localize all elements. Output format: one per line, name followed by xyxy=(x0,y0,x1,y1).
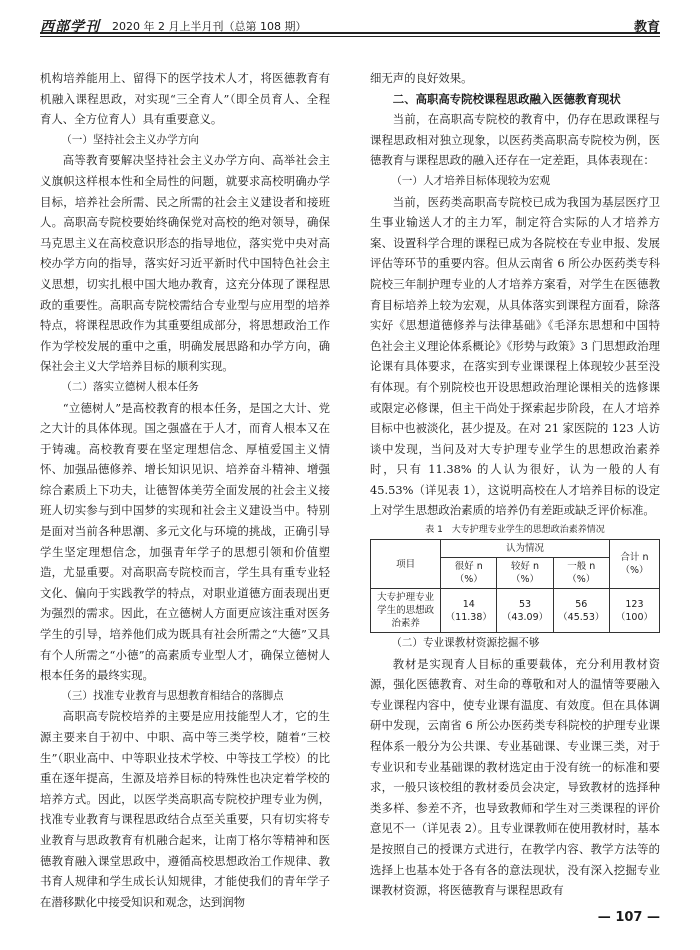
table-header-total: 合计 n（%） xyxy=(609,540,659,589)
section-label: 教育 xyxy=(633,20,660,35)
table-cell: 53（43.09） xyxy=(497,589,553,633)
table-header-group: 认为情况 xyxy=(441,540,610,558)
data-table xyxy=(370,539,660,633)
paragraph: 机构培养能用上、留得下的医学技术人才，将医德教育有机融入课程思政，对实现“三全育人”（即全员育人、全程育人、全方位育人）具有重要意义。 xyxy=(40,71,330,127)
table-subheader: 一般 n（%） xyxy=(553,558,609,589)
paragraph: 细无声的良好效果。 xyxy=(370,71,473,85)
page-number: — 107 — xyxy=(597,910,660,925)
header-rule-thick xyxy=(40,32,660,34)
table-subheader: 很好 n（%） xyxy=(441,558,497,589)
paragraph: 高等教育要解决坚持社会主义办学方向、高举社会主义旗帜这样根本性和全局性的问题，就要求高校明确办学目标，培养社会所需、民之所需的社会主义建设者和接班人。高职高专院校要始终确保党对高校的绝对领导，确保马克思主义在高校意识形态的指导地位，落实党中央对高校办学方向的指导，落实好习近平新时代中国特色社会主义思想，切实扎根中国大地办教育，这充分体现了课程思政的重要性。高职高专院校需结合专业型与应用型的培养特点，将课程思政作为其重要组成部分，将思想政治工作作为学校发展的重中之重，明确发展思路和办学方向，确保社会主义大学培养目标的顺利实现。 xyxy=(40,153,330,374)
journal-logo: 西部学刊 xyxy=(40,19,100,35)
paragraph: 当前，在高职高专院校的教育中，仍存在思政课程与课程思政相对独立现象，以医药类高职高专院校为例，医德教育与课程思政的融入还存在一定差距，具体表现在： xyxy=(370,112,660,168)
paragraph: “立德树人”是高校教育的根本任务，是国之大计、党之大计的具体体现。国之强盛在于人才，而育人根本又在于铸魂。高校教育要在坚定理想信念、厚植爱国主义情怀、加强品德修养、增长知识见识、培养奋斗精神、增强综合素质上下功夫，让德智体美劳全面发展的社会主义接班人切实参与到中国梦的实现和社会主义建设当中。特别是面对当前各种思潮、多元文化与环境的挑战，正确引导学生坚定理想信念，加强青年学子的思想引领和价值塑造，尤显重要。对高职高专院校而言，学生具有重专业轻文化、偏向于实践教学的特点，对职业道德方面表现出更为强烈的需求。因此，在立德树人方面更应该注重对医务学生的引导，培养他们成为既具有社会所需之“大德”又具有个人所需之“小德”的高素质专业型人才，确保立德树人根本任务的最终实现。 xyxy=(40,400,330,683)
paragraph: 当前，医药类高职高专院校已成为我国为基层医疗卫生事业输送人才的主力军，制定符合实际的人才培养方案、设置科学合理的课程已成为各院校在专业申报、发展评估等环节的重要内容。但从云南省 6 所公办医药类专科院校三年制护理专业的人才培养方案看，对学生在医德教育目标培养上较为宏观，从具体落实到课程方面看，除落实好《思想道德修养与法律基础》《毛泽东思想和中国特色社会主义理论体系概论》《形势与政策》3 门思想政治理论课有具体要求，在落实到专业课课程上体现较少甚至没有体现。有个别院校也开设思想政治理论课相关的选修课或限定必修课，但主干尚处于探索起步阶段，在人才培养目标中也被淡化，甚少提及。在对 21 家医院的 123 人访谈中发现，当问及对大专护理专业学生的思想政治素养时，只有 11.38% 的人认为很好，认为一般的人有 45.53%（详见表 1），这说明高校在人才培养目标的设定上对学生思想政治素质的培养仍有差距或缺乏评价标准。 xyxy=(370,194,660,518)
subheading: （一）人才培养目标体现较为宏观 xyxy=(391,174,551,187)
table-cell: 56（45.53） xyxy=(553,589,609,633)
paragraph: 高职高专院校培养的主要是应用技能型人才，它的生源主要来自于初中、中职、高中等三类学校，随着“三校生”（职业高中、中等职业技术学校、中等技工学校）的比重在逐年提高，生源及培养目标的特殊性也决定着学校的培养方式。因此，以医学类高职高专院校护理专业为例，找准专业教育与课程思政结合点至关重要，只有切实将专业教育与思政教育有机融合起来，让南丁格尔等精神和医德教育融入课堂思政中，遵循高校思想政治工作规律、教书育人规律和学生成长认知规律，才能使我们的青年学子在潜移默化中接受知识和观念，达到润物 xyxy=(40,709,330,909)
table-caption: 表 1 大专护理专业学生的思想政治素养情况 xyxy=(425,525,605,536)
paragraph: 教材是实现育人目标的重要载体，充分利用教材资源，强化医德教育、对生命的尊敬和对人的温情等要融入专业课程内容中，使专业课有温度、有效度。但在具体调研中发现，云南省 6 所公办医药类专科院校的护理专业课程体系一般分为公共课、专业基础课、专业课三类，对于专业识和专业基础课的教材选定由于没有统一的标准和要求，一般只该校组的教材委员会决定，导致教材的选择种类多样、参差不齐，也导致教师和学生对三类课程的评价意见不一（详见表 2）。且专业课教师在使用教材时，基本是按照自己的授课方式进行，在教学内容、教学方法等的选择上也基本处于各有各的意法现状，没有深入挖掘专业课教材资源，将医德教育与课程思政有 xyxy=(370,656,660,898)
subheading: （三）找准专业教育与思想教育相结合的落脚点 xyxy=(61,689,284,702)
right-column xyxy=(370,68,660,901)
subheading: （一）坚持社会主义办学方向 xyxy=(61,133,199,146)
table-row xyxy=(371,589,660,633)
subheading: （二）落实立德树人根本任务 xyxy=(61,380,199,393)
issue-info: 2020 年 2 月上半月刊（总第 108 期） xyxy=(112,20,307,33)
section-heading: 二、高职高专院校课程思政融入医德教育现状 xyxy=(392,91,621,106)
subheading: （二）专业课教材资源挖掘不够 xyxy=(391,637,540,650)
header-rule-thin xyxy=(40,36,660,37)
table-subheader: 较好 n（%） xyxy=(497,558,553,589)
table-cell: 14（11.38） xyxy=(441,589,497,633)
left-column xyxy=(40,68,330,912)
table-header-item: 项目 xyxy=(371,540,441,589)
table-cell: 123（100） xyxy=(609,589,659,633)
table-row-label: 大专护理专业学生的思想政治素养 xyxy=(371,589,441,633)
